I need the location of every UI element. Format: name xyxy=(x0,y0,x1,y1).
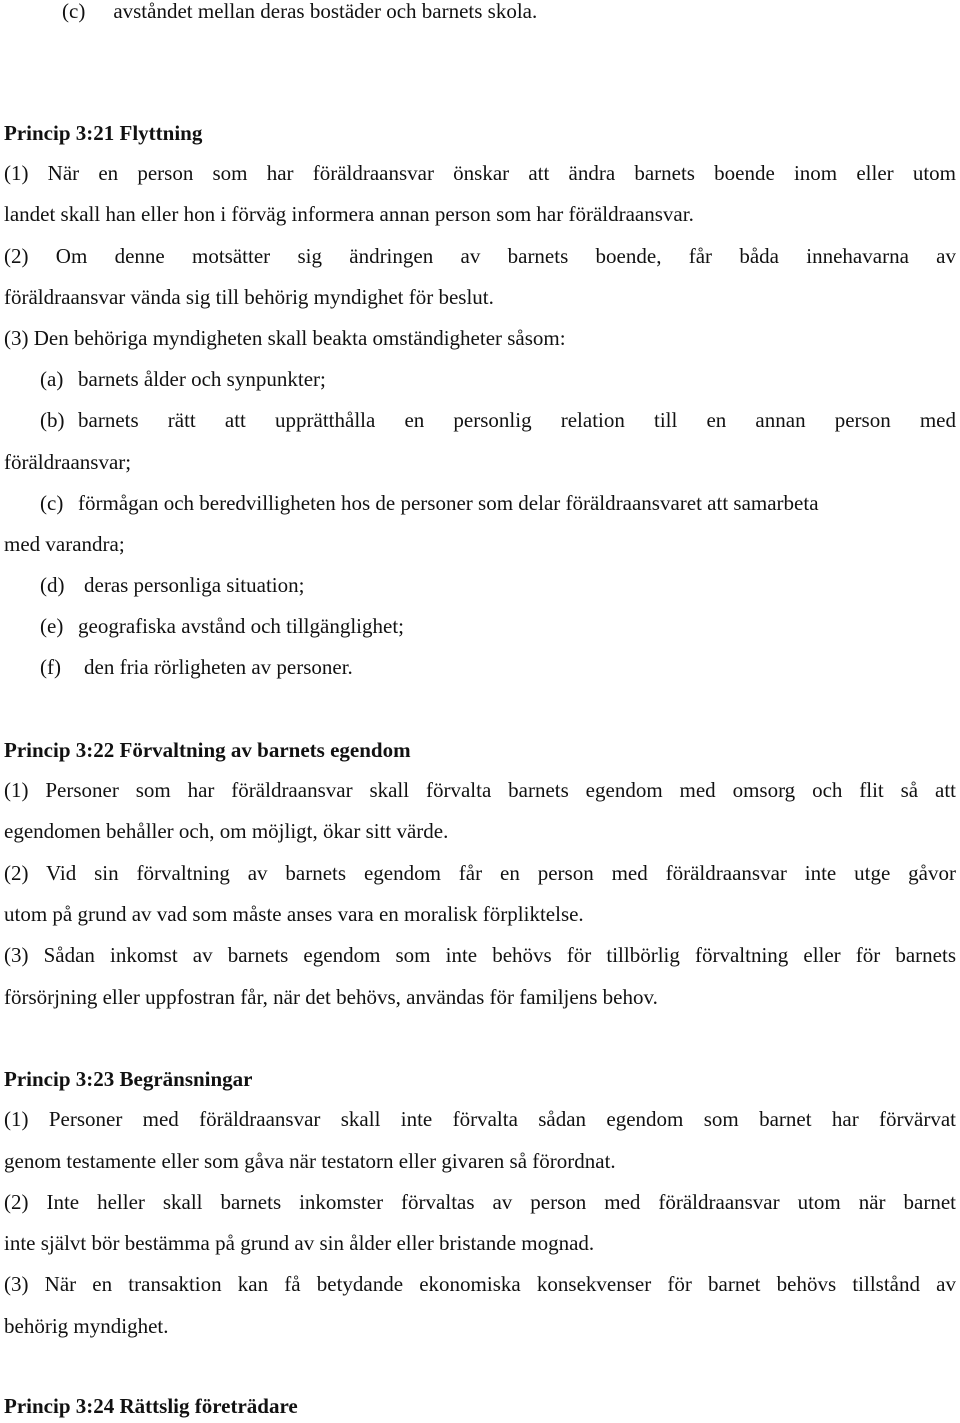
list-item-text: barnets ålder och synpunkter; xyxy=(78,367,326,391)
paragraph-line: (1) Personer med föräldraansvar skall inte förvalta sådan egendom som barnet har förvärvat xyxy=(4,1107,956,1131)
top-item-label: (c) xyxy=(62,0,86,23)
paragraph-line: inte självt bör bestämma på grund av sin ålder eller bristande mognad. xyxy=(4,1231,595,1255)
list-item-label: (e) xyxy=(40,614,64,638)
paragraph-line: behörig myndighet. xyxy=(4,1314,169,1338)
paragraph-line: (1) När en person som har föräldraansvar önskar att ändra barnets boende inom eller utom xyxy=(4,161,956,185)
section-heading-3-24: Princip 3:24 Rättslig företrädare xyxy=(4,1394,298,1418)
list-item-label: (f) xyxy=(40,655,61,679)
list-item-continuation: föräldraansvar; xyxy=(4,450,132,474)
paragraph-line: (3) När en transaktion kan få betydande ekonomiska konsekvenser för barnet behövs tillstånd av xyxy=(4,1272,956,1296)
list-item-continuation: med varandra; xyxy=(4,532,125,556)
paragraph-line: (3) Den behöriga myndigheten skall beakta omständigheter såsom: xyxy=(4,326,566,350)
list-item-b xyxy=(40,405,956,435)
list-item-text: geografiska avstånd och tillgänglighet; xyxy=(78,614,404,638)
top-item xyxy=(62,0,956,26)
list-item-text: den fria rörligheten av personer. xyxy=(84,655,353,679)
paragraph-line: utom på grund av vad som måste anses vara en moralisk förpliktelse. xyxy=(4,902,584,926)
list-item-f xyxy=(40,652,956,682)
paragraph-line: landet skall han eller hon i förväg informera annan person som har föräldraansvar. xyxy=(4,202,694,226)
section-heading-3-22: Princip 3:22 Förvaltning av barnets egendom xyxy=(4,738,411,762)
list-item-text: förmågan och beredvilligheten hos de personer som delar föräldraansvaret att samarbeta xyxy=(78,491,819,515)
paragraph-line: försörjning eller uppfostran får, när det behövs, användas för familjens behov. xyxy=(4,985,658,1009)
list-item-label: (b) xyxy=(40,408,65,432)
list-item-text: barnets rätt att upprätthålla en personlig relation till en annan person med xyxy=(78,408,956,432)
list-item-d xyxy=(40,570,956,600)
paragraph-line: (1) Personer som har föräldraansvar skall förvalta barnets egendom med omsorg och flit så att xyxy=(4,778,956,802)
paragraph-line: (3) Sådan inkomst av barnets egendom som inte behövs för tillbörlig förvaltning eller för barnets xyxy=(4,943,956,967)
list-item-a xyxy=(40,364,956,394)
list-item-c xyxy=(40,488,956,518)
paragraph-line: egendomen behåller och, om möjligt, ökar sitt värde. xyxy=(4,819,449,843)
section-heading-3-21: Princip 3:21 Flyttning xyxy=(4,121,203,145)
paragraph-line: (2) Om denne motsätter sig ändringen av barnets boende, får båda innehavarna av xyxy=(4,244,956,268)
list-item-label: (c) xyxy=(40,491,64,515)
paragraph-line: (2) Inte heller skall barnets inkomster förvaltas av person med föräldraansvar utom när barnet xyxy=(4,1190,956,1214)
top-item-text: avståndet mellan deras bostäder och barnets skola. xyxy=(113,0,538,23)
list-item-e xyxy=(40,611,956,641)
paragraph-line: föräldraansvar vända sig till behörig myndighet för beslut. xyxy=(4,285,494,309)
paragraph-line: (2) Vid sin förvaltning av barnets egendom får en person med föräldraansvar inte utge gåvor xyxy=(4,861,956,885)
list-item-label: (d) xyxy=(40,573,65,597)
paragraph-line: genom testamente eller som gåva när testatorn eller givaren så förordnat. xyxy=(4,1149,616,1173)
list-item-label: (a) xyxy=(40,367,64,391)
list-item-text: deras personliga situation; xyxy=(84,573,305,597)
section-heading-3-23: Princip 3:23 Begränsningar xyxy=(4,1067,253,1091)
